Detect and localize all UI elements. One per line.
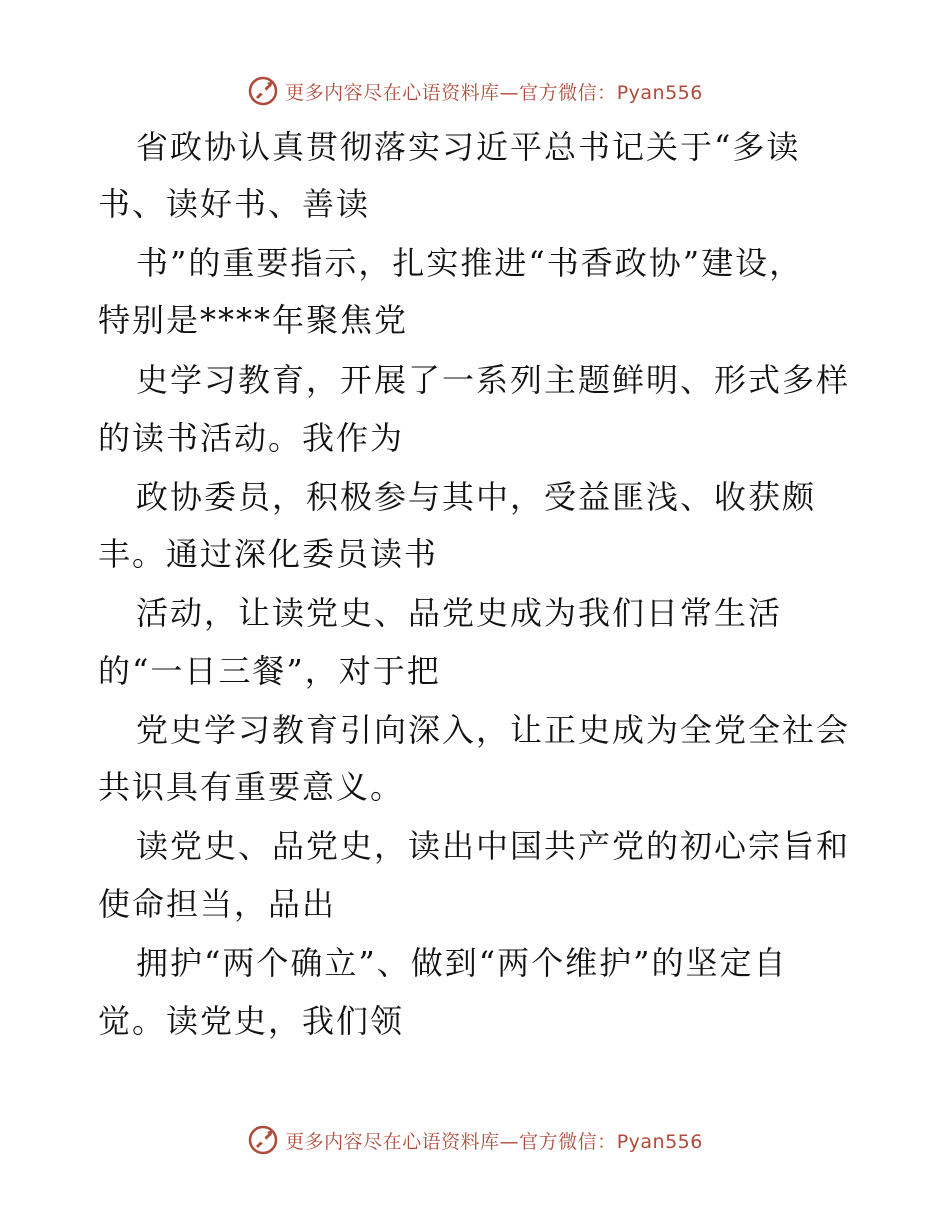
- body-line: 特别是****年聚焦党: [98, 301, 409, 339]
- body-line: 使命担当，品出: [98, 885, 337, 923]
- watermark-official: 官方微信：: [519, 81, 617, 104]
- body-line: 共识具有重要意义。: [98, 768, 405, 806]
- watermark-text: [285, 1127, 703, 1154]
- body-line: 书、读好书、善读: [98, 185, 371, 223]
- watermark-account: Pyan556: [616, 81, 703, 104]
- body-line: 的读书活动。我作为: [98, 419, 405, 457]
- body-line: 丰。通过深化委员读书: [98, 535, 439, 573]
- watermark-account: Pyan556: [616, 1130, 703, 1153]
- body-line: 拥护“两个确立”、做到“两个维护”的坚定自: [136, 944, 788, 982]
- body-line: 的“一日三餐”，对于把: [98, 652, 441, 690]
- watermark-separator: —: [499, 1130, 520, 1153]
- watermark-separator: —: [499, 81, 520, 104]
- body-line: 书”的重要指示，扎实推进“书香政协”建设，: [136, 244, 804, 282]
- body-line: 党史学习教育引向深入，让正史成为全党全社会: [136, 711, 851, 749]
- body-line: 活动，让读党史、品党史成为我们日常生活: [136, 594, 783, 632]
- body-line: 读党史、品党史，读出中国共产党的初心宗旨和: [136, 827, 851, 865]
- body-line: 觉。读党史，我们领: [98, 1002, 405, 1040]
- body-line: 史学习教育，开展了一系列主题鲜明、形式多样: [136, 361, 851, 399]
- watermark-main: 更多内容尽在心语资料库: [285, 1130, 500, 1153]
- footer-watermark: [0, 1120, 950, 1160]
- quill-seal-icon: [247, 1124, 279, 1156]
- body-line: 省政协认真贯彻落实习近平总书记关于“多读: [136, 128, 801, 166]
- watermark-main: 更多内容尽在心语资料库: [285, 81, 500, 104]
- watermark-official: 官方微信：: [519, 1130, 617, 1153]
- body-line: 政协委员，积极参与其中，受益匪浅、收获颇: [136, 478, 817, 516]
